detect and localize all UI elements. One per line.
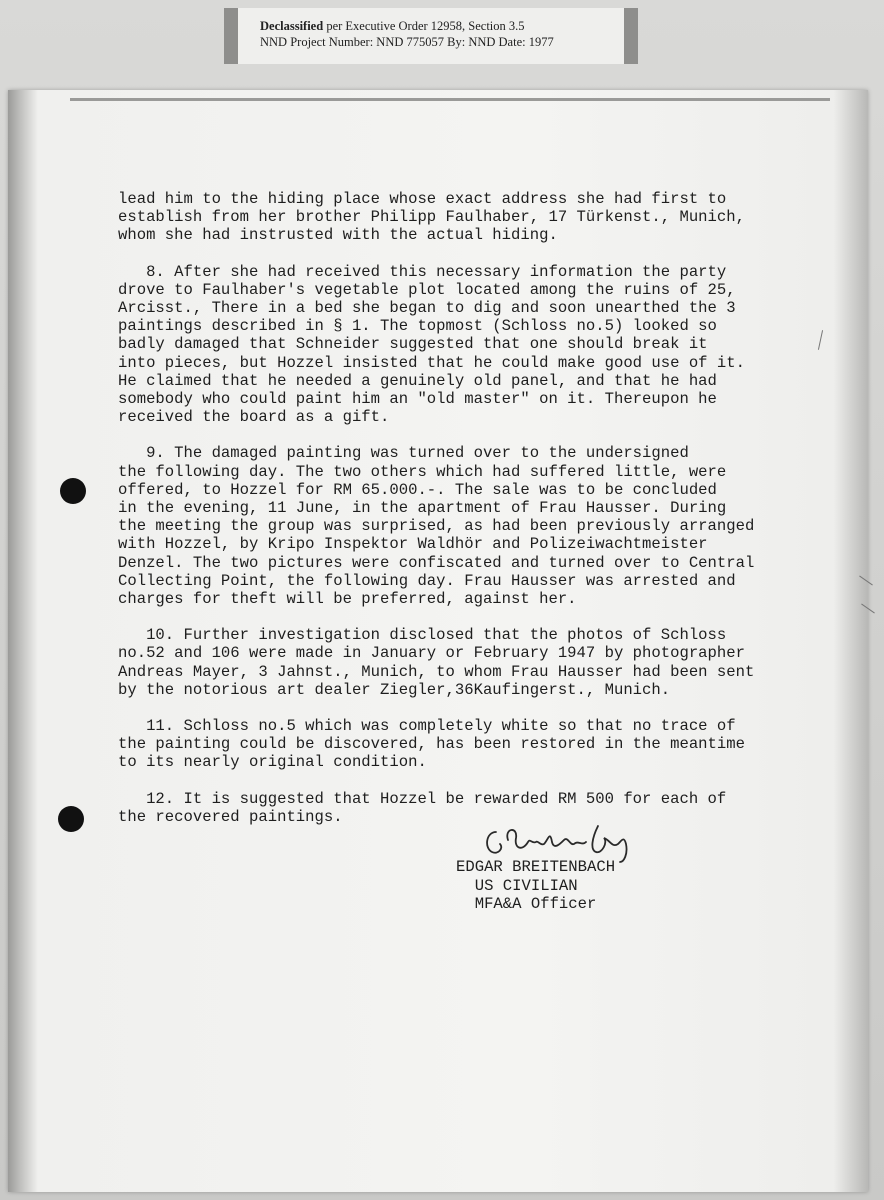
text-line: by the notorious art dealer Ziegler,36Kaufingerst., Munich. [118,680,671,699]
paragraph-continuation [118,190,838,245]
text-line: the following day. The two others which had suffered little, were [118,462,727,481]
text-line: whom she had instrusted with the actual hiding. [118,226,558,245]
text-line: Denzel. The two pictures were confiscated and turned over to Central [118,553,755,572]
text-line: the recovered paintings. [118,807,343,826]
punch-hole-upper [60,478,86,504]
text-line: 9. The damaged painting was turned over to the undersigned [118,444,689,463]
text-line: 11. Schloss no.5 which was completely white so that no trace of [118,717,736,736]
stamp-line-1-rest: per Executive Order 12958, Section 3.5 [323,19,525,33]
text-line: charges for theft will be preferred, against her. [118,590,577,609]
document-body [118,190,838,844]
text-line: no.52 and 106 were made in January or February 1947 by photographer [118,644,745,663]
stamp-line-1 [260,18,624,34]
text-line: lead him to the hiding place whose exact address she had first to [118,190,727,208]
signer-name: EDGAR BREITENBACH [456,858,616,876]
text-line: offered, to Hozzel for RM 65.000.-. The sale was to be concluded [118,480,717,499]
paragraph-8 [118,263,838,427]
signer-title: US CIVILIAN [456,876,578,895]
text-line: establish from her brother Philipp Faulhaber, 17 Türkenst., Munich, [118,208,745,227]
paragraph-11 [118,717,838,772]
text-line: the meeting the group was surprised, as had been previously arranged [118,517,755,536]
text-line: Andreas Mayer, 3 Jahnst., Munich, to whom Frau Hausser had been sent [118,662,755,681]
text-line: Collecting Point, the following day. Frau Hausser was arrested and [118,571,736,590]
text-line: received the board as a gift. [118,408,390,427]
text-line: badly damaged that Schneider suggested that one should break it [118,335,708,354]
signature-block [456,822,676,914]
paragraph-9 [118,444,838,608]
declassification-stamp [224,8,638,64]
text-line: somebody who could paint him an "old master" on it. Thereupon he [118,390,717,409]
text-line: Arcisst., There in a bed she began to dig and soon unearthed the 3 [118,299,736,318]
stamp-bold-word: Declassified [260,19,324,33]
text-line: in the evening, 11 June, in the apartment of Frau Hausser. During [118,499,727,518]
stamp-line-2: NND Project Number: NND 775057 By: NND Date: 1977 [260,35,554,49]
page-top-edge [70,98,830,101]
text-line: paintings described in § 1. The topmost (Schloss no.5) looked so [118,317,717,336]
text-line: He claimed that he needed a genuinely old panel, and that he had [118,371,717,390]
punch-hole-lower [58,806,84,832]
signer-office: MFA&A Officer [456,895,597,913]
text-line: drove to Faulhaber's vegetable plot located among the ruins of 25, [118,280,736,299]
text-line: 8. After she had received this necessary information the party [118,262,727,281]
text-line: with Hozzel, by Kripo Inspektor Waldhör and Polizeiwachtmeister [118,535,708,554]
text-line: to its nearly original condition. [118,753,427,772]
text-line: the painting could be discovered, has been restored in the meantime [118,735,745,754]
text-line: into pieces, but Hozzel insisted that he could make good use of it. [118,353,745,372]
text-line: 10. Further investigation disclosed that the photos of Schloss [118,626,727,645]
text-line: 12. It is suggested that Hozzel be rewarded RM 500 for each of [118,789,727,808]
paragraph-10 [118,626,838,699]
